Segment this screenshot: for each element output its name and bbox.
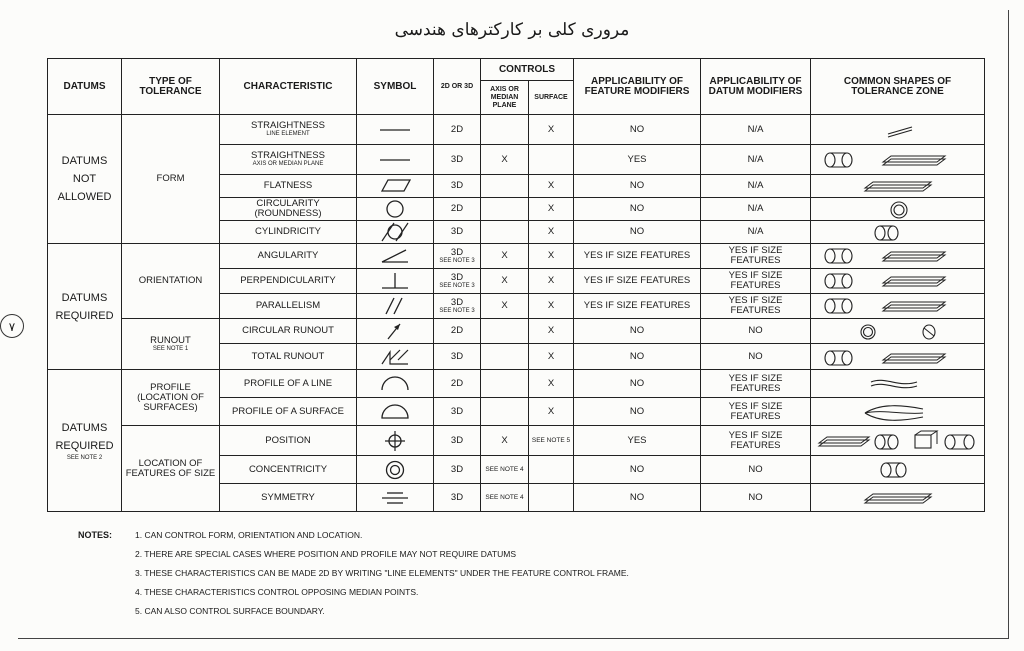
- symbol-cell: [357, 175, 434, 198]
- characteristic-cell: [220, 426, 357, 456]
- header-datums: DATUMS: [48, 59, 122, 115]
- tolerance-zone-cell: [811, 370, 985, 398]
- characteristic-name: CYLINDRICITY: [255, 226, 321, 237]
- concentricity-symbol-icon: [359, 459, 431, 481]
- type-orientation: [122, 244, 220, 319]
- feature-modifier-cell: [574, 484, 701, 512]
- dimension-value: 3D: [450, 434, 464, 446]
- characteristic-cell: [220, 370, 357, 398]
- datum-group-not-allowed: [48, 115, 122, 244]
- characteristic-name: PARALLELISM: [255, 300, 321, 311]
- symbol-cell: [357, 244, 434, 269]
- feature-modifier-cell-text: NO: [629, 325, 645, 336]
- datum-modifier-cell: [701, 456, 811, 484]
- feature-modifier-cell: [574, 398, 701, 426]
- characteristic-name: POSITION: [265, 434, 311, 446]
- type-profile-text: PROFILE (LOCATION OF SURFACES): [137, 381, 204, 413]
- axis-control-cell: [481, 145, 529, 175]
- axis-control-cell-text: X: [501, 434, 508, 446]
- surface-control-cell-text: X: [547, 325, 555, 336]
- datum-modifier-cell-text: NO: [748, 325, 763, 336]
- datum-modifier-cell-text: N/A: [747, 203, 764, 214]
- cylinder-planes-zone-icon: [813, 149, 982, 171]
- datum-modifier-cell-text: YES IF SIZE FEATURES: [728, 429, 783, 451]
- dimension-cell: [434, 456, 481, 484]
- dimension-cell: [434, 344, 481, 370]
- dimension-value: 3D: [450, 180, 464, 191]
- header-dimension: 2D OR 3D: [434, 59, 481, 115]
- feature-modifier-cell: [574, 145, 701, 175]
- axis-control-cell: [481, 198, 529, 221]
- dimension-value: 3D: [450, 226, 464, 237]
- header-axis: AXIS OR MEDIAN PLANE: [481, 81, 529, 115]
- datum-modifier-cell: [701, 294, 811, 319]
- tolerance-zone-cell: [811, 175, 985, 198]
- table-row: [48, 319, 985, 344]
- parallel-lines-zone-icon: [813, 119, 982, 141]
- type-orientation-text: ORIENTATION: [138, 275, 203, 286]
- planes-zone-icon: [813, 487, 982, 509]
- surface-control-cell-text: X: [547, 275, 555, 286]
- dimension-value: 3D: [450, 463, 464, 475]
- dimension-cell: [434, 145, 481, 175]
- feature-modifier-cell-text: NO: [629, 491, 645, 503]
- datum-modifier-cell-text: YES IF SIZE FEATURES: [728, 295, 783, 316]
- feature-modifier-cell: [574, 221, 701, 244]
- characteristic-cell: [220, 319, 357, 344]
- axis-control-cell: [481, 244, 529, 269]
- dimension-cell: [434, 244, 481, 269]
- cylindricity-symbol-icon: [359, 221, 431, 243]
- datum-modifier-cell-text: YES IF SIZE FEATURES: [728, 245, 783, 266]
- dimension-cell: [434, 221, 481, 244]
- surface-control-cell: [529, 145, 574, 175]
- datum-modifier-cell-text: YES IF SIZE FEATURES: [728, 372, 783, 394]
- surface-control-cell: [529, 484, 574, 512]
- datum-modifier-cell-text: N/A: [747, 123, 764, 135]
- surface-control-cell: [529, 198, 574, 221]
- datum-modifier-cell: [701, 398, 811, 426]
- symbol-cell: [357, 115, 434, 145]
- axis-control-cell: [481, 221, 529, 244]
- feature-modifier-cell: [574, 344, 701, 370]
- type-runout: [122, 319, 220, 370]
- dimension-value: 3D: [450, 246, 464, 258]
- symbol-cell: [357, 319, 434, 344]
- header-symbol: SYMBOL: [357, 59, 434, 115]
- surface-control-cell-text: X: [547, 350, 555, 362]
- circular-runout-symbol-icon: [359, 320, 431, 342]
- characteristic-subtext: AXIS OR MEDIAN PLANE: [252, 161, 324, 167]
- symbol-cell: [357, 370, 434, 398]
- datum-group-required-2: [48, 370, 122, 512]
- axis-control-cell: [481, 344, 529, 370]
- surface-control-cell-text: X: [547, 250, 555, 261]
- characteristic-cell: [220, 269, 357, 294]
- datum-modifier-cell: [701, 221, 811, 244]
- tolerance-zone-cell: [811, 344, 985, 370]
- surface-control-cell-text: X: [547, 226, 555, 237]
- axis-control-cell: [481, 398, 529, 426]
- datum-modifier-cell: [701, 175, 811, 198]
- tolerance-zone-cell: [811, 484, 985, 512]
- characteristic-cell: [220, 244, 357, 269]
- note-item: 2. THERE ARE SPECIAL CASES WHERE POSITION AND PROFILE MAY NOT REQUIRE DATUMS: [135, 549, 517, 559]
- axis-control-cell-text: X: [501, 275, 508, 286]
- dimension-cell: [434, 370, 481, 398]
- feature-modifier-cell: [574, 175, 701, 198]
- feature-modifier-cell-text: YES IF SIZE FEATURES: [583, 250, 691, 261]
- header-tolerance-zone: COMMON SHAPES OF TOLERANCE ZONE: [811, 59, 985, 115]
- datum-modifier-cell: [701, 426, 811, 456]
- feature-modifier-cell-text: YES IF SIZE FEATURES: [583, 300, 691, 311]
- feature-modifier-cell: [574, 244, 701, 269]
- dimension-note: SEE NOTE 3: [439, 307, 475, 314]
- header-feature-modifiers: APPLICABILITY OF FEATURE MODIFIERS: [574, 59, 701, 115]
- feature-modifier-cell-text: NO: [629, 377, 645, 389]
- header-type: TYPE OF TOLERANCE: [122, 59, 220, 115]
- dimension-value: 2D: [450, 203, 464, 214]
- dimension-cell: [434, 319, 481, 344]
- axis-control-cell: [481, 319, 529, 344]
- symbol-cell: [357, 484, 434, 512]
- dimension-value: 3D: [450, 296, 464, 308]
- feature-modifier-cell-text: NO: [629, 350, 645, 362]
- header-controls: CONTROLS: [481, 59, 574, 81]
- dimension-cell: [434, 398, 481, 426]
- surface-control-cell: [529, 175, 574, 198]
- symbol-cell: [357, 398, 434, 426]
- datum-modifier-cell: [701, 115, 811, 145]
- straightness-symbol-icon: [359, 149, 431, 171]
- feature-modifier-cell-text: NO: [629, 226, 645, 237]
- type-location: [122, 426, 220, 512]
- feature-modifier-cell-text: YES: [627, 153, 647, 165]
- cylinder-planes-zone-icon: [813, 270, 982, 292]
- tolerance-zone-cell: [811, 244, 985, 269]
- dimension-cell: [434, 175, 481, 198]
- characteristic-subtext: LINE ELEMENT: [266, 131, 310, 137]
- datum-modifier-cell-text: N/A: [747, 226, 764, 237]
- type-runout-note: SEE NOTE 1: [152, 345, 189, 352]
- dimension-note: SEE NOTE 3: [439, 257, 475, 264]
- dimension-value: 2D: [450, 325, 464, 336]
- surface-control-cell: [529, 344, 574, 370]
- tolerance-zone-cell: [811, 398, 985, 426]
- cylinder-zone-icon: [813, 459, 982, 481]
- datum-modifier-cell: [701, 244, 811, 269]
- datum-modifier-cell-text: YES IF SIZE FEATURES: [728, 270, 783, 291]
- profile-line-symbol-icon: [359, 373, 431, 395]
- dimension-value: 3D: [450, 271, 464, 283]
- feature-modifier-cell-text: NO: [629, 180, 645, 191]
- characteristic-name: PROFILE OF A LINE: [243, 377, 333, 389]
- symmetry-symbol-icon: [359, 487, 431, 509]
- tube-zone-icon: [813, 221, 982, 243]
- datum-modifier-cell-text: NO: [748, 350, 763, 362]
- datum-modifier-cell: [701, 370, 811, 398]
- symbol-cell: [357, 294, 434, 319]
- surface-control-cell: [529, 456, 574, 484]
- two-rings-zone-icon: [813, 320, 982, 342]
- perpendicularity-symbol-icon: [359, 270, 431, 292]
- symbol-cell: [357, 198, 434, 221]
- surface-control-cell: [529, 115, 574, 145]
- characteristic-cell: [220, 484, 357, 512]
- header-surface: SURFACE: [529, 81, 574, 115]
- dimension-cell: [434, 198, 481, 221]
- characteristic-cell: [220, 221, 357, 244]
- dimension-note: SEE NOTE 3: [439, 282, 475, 289]
- characteristic-name: ANGULARITY: [257, 250, 319, 261]
- note-item: 1. CAN CONTROL FORM, ORIENTATION AND LOCATION.: [135, 530, 363, 540]
- tolerance-zone-cell: [811, 115, 985, 145]
- feature-modifier-cell-text: NO: [629, 463, 645, 475]
- axis-control-cell-text: X: [501, 250, 508, 261]
- tolerance-zone-cell: [811, 456, 985, 484]
- characteristic-name: CIRCULAR RUNOUT: [242, 325, 334, 336]
- type-form-text: FORM: [156, 173, 185, 184]
- axis-control-cell-text: X: [501, 153, 508, 165]
- position-zones-zone-icon: [813, 430, 982, 452]
- planes-zone-icon: [813, 175, 982, 197]
- dimension-value: 3D: [450, 350, 464, 362]
- parallelism-symbol-icon: [359, 295, 431, 317]
- dimension-value: 2D: [450, 377, 464, 389]
- dimension-value: 3D: [450, 153, 464, 165]
- surface-control-cell-text: X: [547, 377, 555, 389]
- page-number-marker: ۷: [0, 314, 24, 338]
- surface-control-cell-text: X: [547, 180, 555, 191]
- total-runout-symbol-icon: [359, 346, 431, 368]
- characteristic-cell: [220, 145, 357, 175]
- table-row: [48, 244, 985, 269]
- axis-control-cell: [481, 115, 529, 145]
- header-characteristic: CHARACTERISTIC: [220, 59, 357, 115]
- feature-modifier-cell-text: NO: [629, 203, 645, 214]
- feature-modifier-cell: [574, 115, 701, 145]
- table-row: [48, 370, 985, 398]
- type-runout-label: RUNOUT: [150, 334, 191, 346]
- characteristic-cell: [220, 198, 357, 221]
- datum-modifier-cell-text: YES IF SIZE FEATURES: [728, 400, 783, 422]
- feature-modifier-cell-text: NO: [629, 123, 645, 135]
- profile-surface-symbol-icon: [359, 401, 431, 423]
- axis-control-cell: [481, 456, 529, 484]
- surface-control-cell: [529, 426, 574, 456]
- datum-modifier-cell-text: N/A: [747, 180, 764, 191]
- dimension-value: 3D: [450, 405, 464, 417]
- surface-control-cell: [529, 221, 574, 244]
- symbol-cell: [357, 145, 434, 175]
- dimension-cell: [434, 115, 481, 145]
- position-symbol-icon: [359, 430, 431, 452]
- dimension-cell: [434, 269, 481, 294]
- feature-modifier-cell: [574, 456, 701, 484]
- characteristic-name: PERPENDICULARITY: [240, 275, 336, 286]
- datum-modifier-cell: [701, 344, 811, 370]
- axis-control-cell: [481, 370, 529, 398]
- surface-control-cell-text: X: [547, 203, 555, 214]
- axis-control-cell: [481, 484, 529, 512]
- surface-control-cell: [529, 319, 574, 344]
- symbol-cell: [357, 456, 434, 484]
- datum-group-required: [48, 244, 122, 370]
- dimension-cell: [434, 294, 481, 319]
- surface-control-cell: [529, 398, 574, 426]
- axis-control-cell: [481, 426, 529, 456]
- type-form: [122, 115, 220, 244]
- datum-group-required-text: DATUMS REQUIRED: [55, 291, 114, 322]
- axis-control-cell: [481, 269, 529, 294]
- wavy-lines-zone-icon: [813, 373, 982, 395]
- datum-modifier-cell-text: NO: [748, 491, 763, 503]
- characteristic-name: CIRCULARITY (ROUNDNESS): [254, 198, 322, 219]
- characteristic-name: STRAIGHTNESS: [251, 120, 325, 131]
- characteristic-name: PROFILE OF A SURFACE: [232, 405, 344, 417]
- table-row: [48, 426, 985, 456]
- characteristic-cell: [220, 294, 357, 319]
- datum-group-required-2-label: DATUMS REQUIRED: [55, 422, 114, 452]
- datum-modifier-cell-text: N/A: [747, 153, 764, 165]
- tube-planes-zone-icon: [813, 346, 982, 368]
- surface-control-cell: [529, 269, 574, 294]
- axis-control-cell-text: SEE NOTE 4: [485, 466, 524, 473]
- notes-label: NOTES:: [78, 530, 113, 540]
- feature-modifier-cell: [574, 269, 701, 294]
- feature-modifier-cell-text: NO: [629, 405, 645, 417]
- characteristic-name: SYMMETRY: [261, 491, 315, 503]
- characteristic-name: CONCENTRICITY: [248, 463, 328, 475]
- symbol-cell: [357, 344, 434, 370]
- axis-control-cell: [481, 294, 529, 319]
- type-location-text: LOCATION OF FEATURES OF SIZE: [125, 457, 216, 479]
- dimension-cell: [434, 484, 481, 512]
- symbol-cell: [357, 221, 434, 244]
- characteristic-name: FLATNESS: [263, 180, 313, 191]
- characteristic-cell: [220, 456, 357, 484]
- feature-modifier-cell: [574, 319, 701, 344]
- page-title: مروری کلی بر کارکترهای هندسی: [394, 20, 630, 40]
- datum-modifier-cell: [701, 484, 811, 512]
- header-datum-modifiers: APPLICABILITY OF DATUM MODIFIERS: [701, 59, 811, 115]
- dimension-value: 3D: [450, 491, 464, 503]
- axis-control-cell: [481, 175, 529, 198]
- cylinder-planes-zone-icon: [813, 245, 982, 267]
- feature-modifier-cell: [574, 294, 701, 319]
- characteristic-cell: [220, 175, 357, 198]
- surface-control-cell-text: SEE NOTE 5: [531, 437, 571, 444]
- characteristic-cell: [220, 398, 357, 426]
- characteristic-name: STRAIGHTNESS: [251, 150, 325, 161]
- circularity-symbol-icon: [359, 198, 431, 220]
- datum-group-required-2-note: SEE NOTE 2: [66, 455, 103, 461]
- tolerance-zone-cell: [811, 221, 985, 244]
- feature-modifier-cell: [574, 198, 701, 221]
- tolerance-zone-cell: [811, 269, 985, 294]
- symbol-cell: [357, 269, 434, 294]
- datum-modifier-cell-text: NO: [748, 463, 763, 475]
- geometric-tolerance-table: [47, 58, 985, 512]
- surface-control-cell: [529, 370, 574, 398]
- datum-modifier-cell: [701, 319, 811, 344]
- type-profile: [122, 370, 220, 426]
- tolerance-zone-cell: [811, 145, 985, 175]
- rings-zone-icon: [813, 198, 982, 220]
- axis-control-cell-text: SEE NOTE 4: [485, 494, 524, 501]
- note-item: 5. CAN ALSO CONTROL SURFACE BOUNDARY.: [135, 606, 325, 616]
- axis-control-cell-text: X: [501, 300, 508, 311]
- tolerance-zone-cell: [811, 319, 985, 344]
- characteristic-cell: [220, 344, 357, 370]
- feature-modifier-cell: [574, 370, 701, 398]
- dimension-cell: [434, 426, 481, 456]
- surface-control-cell: [529, 294, 574, 319]
- surface-control-cell: [529, 244, 574, 269]
- angularity-symbol-icon: [359, 245, 431, 267]
- characteristic-name: TOTAL RUNOUT: [251, 350, 325, 362]
- tolerance-zone-cell: [811, 294, 985, 319]
- characteristic-cell: [220, 115, 357, 145]
- surface-control-cell-text: X: [547, 300, 555, 311]
- feature-modifier-cell: [574, 426, 701, 456]
- straightness-symbol-icon: [359, 119, 431, 141]
- note-item: 4. THESE CHARACTERISTICS CONTROL OPPOSING MEDIAN POINTS.: [135, 587, 419, 597]
- surface-control-cell-text: X: [547, 123, 555, 135]
- wavy-surface-zone-icon: [813, 401, 982, 423]
- datum-modifier-cell: [701, 198, 811, 221]
- symbol-cell: [357, 426, 434, 456]
- flatness-symbol-icon: [359, 175, 431, 197]
- feature-modifier-cell-text: YES: [627, 434, 647, 446]
- datum-modifier-cell: [701, 269, 811, 294]
- dimension-value: 2D: [450, 123, 464, 135]
- datum-group-not-allowed-text: DATUMS NOT ALLOWED: [57, 155, 112, 203]
- note-item: 3. THESE CHARACTERISTICS CAN BE MADE 2D BY WRITING "LINE ELEMENTS" UNDER THE FEATURE CONTROL FRAME.: [135, 568, 629, 578]
- datum-modifier-cell: [701, 145, 811, 175]
- tolerance-zone-cell: [811, 198, 985, 221]
- cylinder-planes-zone-icon: [813, 295, 982, 317]
- table-row: [48, 115, 985, 145]
- feature-modifier-cell-text: YES IF SIZE FEATURES: [583, 275, 691, 286]
- surface-control-cell-text: X: [547, 405, 555, 417]
- tolerance-zone-cell: [811, 426, 985, 456]
